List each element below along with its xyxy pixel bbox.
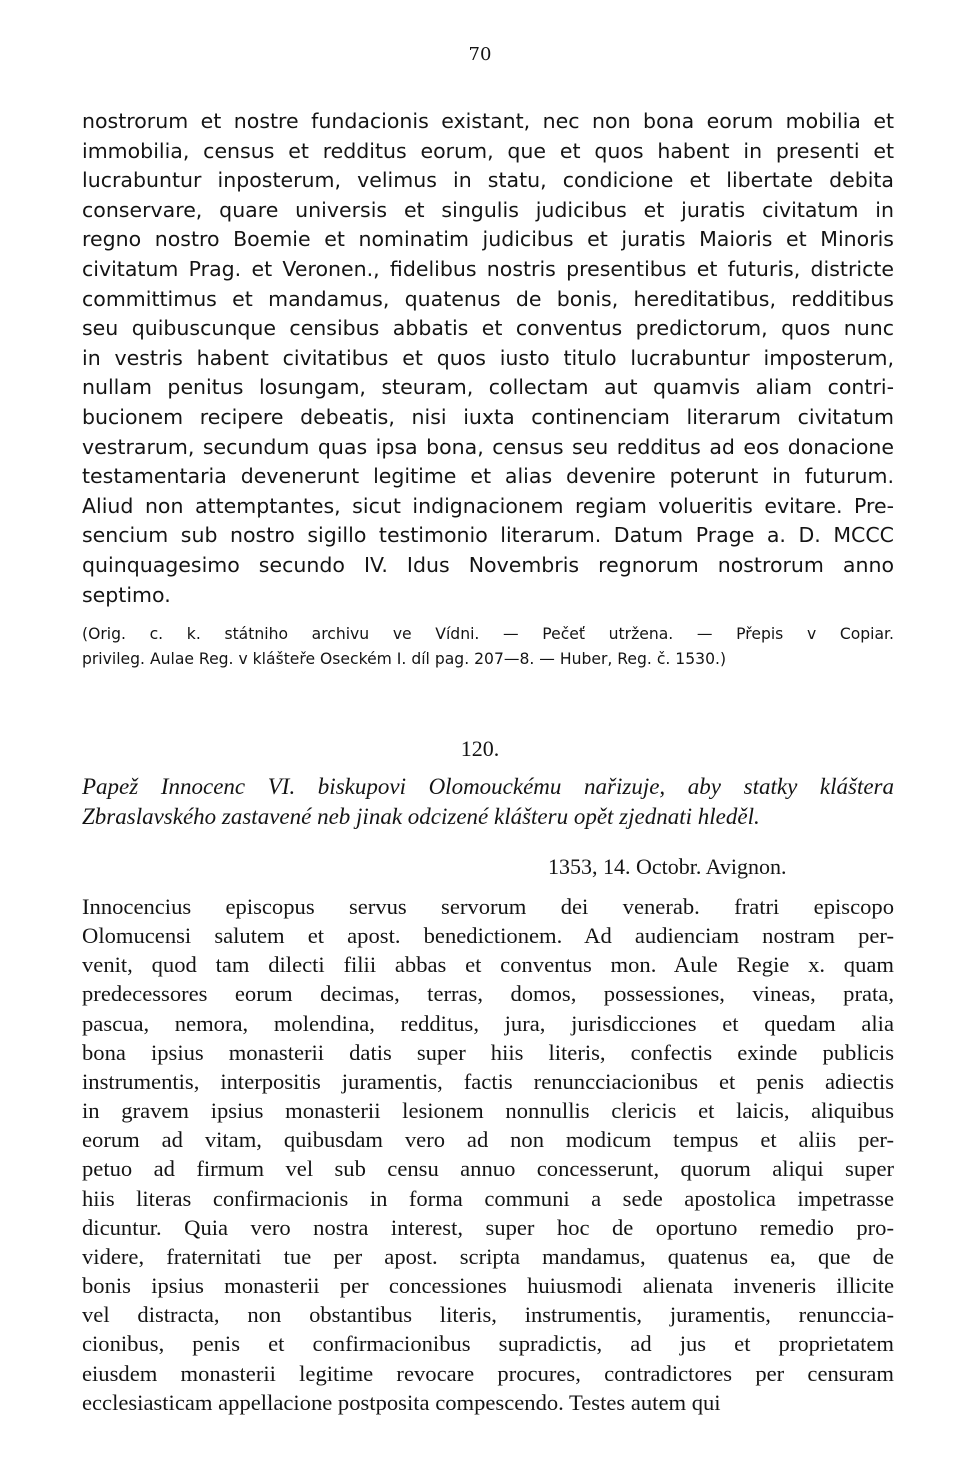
text-line: committimus et mandamus, quatenus de bonis, hereditatibus, redditibus <box>82 286 894 311</box>
text-line: testamentaria devenerunt legitime et alias devenire poterunt in futurum. <box>82 464 894 489</box>
text-line: conservare, quare universis et singulis judicibus et juratis civitatum in <box>82 197 894 222</box>
text-line: hiis literas confirmacionis in forma communi a sede apostolica impetrasse <box>82 1185 894 1211</box>
text-line: immobilia, census et redditus eorum, que et quos habent in presenti et <box>82 138 894 163</box>
text-line: civitatum Prag. et Veronen., fidelibus nostris presentibus et futuris, districte <box>82 256 894 281</box>
text-line: venit, quod tam dilecti filii abbas et conventus mon. Aule Regie x. quam <box>82 952 894 978</box>
text-line: seu quibuscunque censibus abbatis et conventus predictorum, quos nunc <box>82 316 894 341</box>
note-line: privileg. Aulae Reg. v klášteře Oseckém I. díl pag. 207—8. — Huber, Reg. č. 1530.) <box>82 650 727 668</box>
text-line: sencium sub nostro sigillo testimonio literarum. Datum Prage a. D. MCCC <box>82 523 894 548</box>
text-line: nullam penitus losungam, steuram, collectam aut quamvis aliam contri- <box>82 375 894 400</box>
text-line: Olomucensi salutem et apost. benedictionem. Ad audienciam nostram per- <box>82 923 894 949</box>
text-line: eiusdem monasterii legitime revocare procures, contradictores per censuram <box>82 1360 894 1386</box>
text-line: petuo ad firmum vel sub censu annuo concesserunt, quorum aliqui super <box>82 1156 894 1182</box>
text-line: vestrarum, secundum quas ipsa bona, census seu redditus ad eos donacione <box>82 434 894 459</box>
document-text <box>82 892 894 1417</box>
text-line: bonis ipsius monasterii per concessiones huiusmodi alienata inveneris illicite <box>82 1273 894 1299</box>
text-line: vel distracta, non obstantibus literis, instrumentis, juramentis, renunccia- <box>82 1302 894 1328</box>
text-line: septimo. <box>82 582 171 607</box>
text-line: Innocencius episcopus servus servorum dei venerab. fratri episcopo <box>82 894 894 919</box>
text-line: lucrabuntur inposterum, velimus in statu, condicione et libertate debita <box>82 168 894 193</box>
previous-document-text <box>82 107 894 610</box>
source-note <box>82 622 894 672</box>
title-line: Papež Innocenc VI. biskupovi Olomouckému nařizuje, aby statky kláštera <box>82 774 894 799</box>
text-line: quinquagesimo secundo IV. Idus Novembris regnorum nostrorum anno <box>82 552 894 577</box>
text-line: Aliud non attemptantes, sicut indignacionem regiam volueritis evitare. Pre- <box>82 493 894 518</box>
text-line: regno nostro Boemie et nominatim judicibus et juratis Maioris et Minoris <box>82 227 894 252</box>
text-line: ecclesiasticam appellacione postposita compescendo. Testes autem qui <box>82 1389 721 1415</box>
text-line: pascua, nemora, molendina, redditus, jura, jurisdicciones et quedam alia <box>82 1010 894 1036</box>
text-line: nostrorum et nostre fundacionis existant, nec non bona eorum mobilia et <box>82 109 894 133</box>
text-line: bona ipsius monasterii datis super hiis literis, confectis exinde publicis <box>82 1039 894 1065</box>
text-line: in gravem ipsius monasterii lesionem nonnullis clericis et laicis, aliquibus <box>82 1098 894 1124</box>
dateline: 1353, 14. Octobr. Avignon. <box>548 854 787 879</box>
text-line: dicuntur. Quia vero nostra interest, super hoc de oportuno remedio pro- <box>82 1214 894 1240</box>
text-line: in vestris habent civitatibus et quos iusto titulo lucrabuntur imposterum, <box>82 345 894 370</box>
text-line: videre, fraternitati tue per apost. scripta mandamus, quatenus ea, que de <box>82 1243 894 1269</box>
document-title <box>82 772 894 832</box>
text-line: bucionem recipere debeatis, nisi iuxta continenciam literarum civitatum <box>82 404 894 429</box>
title-line: Zbraslavského zastavené neb jinak odcizené klášteru opět zjednati hleděl. <box>82 804 760 829</box>
document-number: 120. <box>460 736 500 761</box>
text-line: eorum ad vitam, quibusdam vero ad non modicum tempus et aliis per- <box>82 1127 894 1153</box>
text-line: predecessores eorum decimas, terras, domos, possessiones, vineas, prata, <box>82 981 894 1007</box>
text-line: instrumentis, interpositis juramentis, factis renuncciacionibus et penis adiectis <box>82 1068 894 1094</box>
note-line: (Orig. c. k. státniho archivu ve Vídni. — Pečeť utržena. — Přepis v Copiar. <box>82 625 894 643</box>
text-line: cionibus, penis et confirmacionibus supradictis, ad jus et proprietatem <box>82 1331 894 1357</box>
page-number: 70 <box>468 44 492 65</box>
